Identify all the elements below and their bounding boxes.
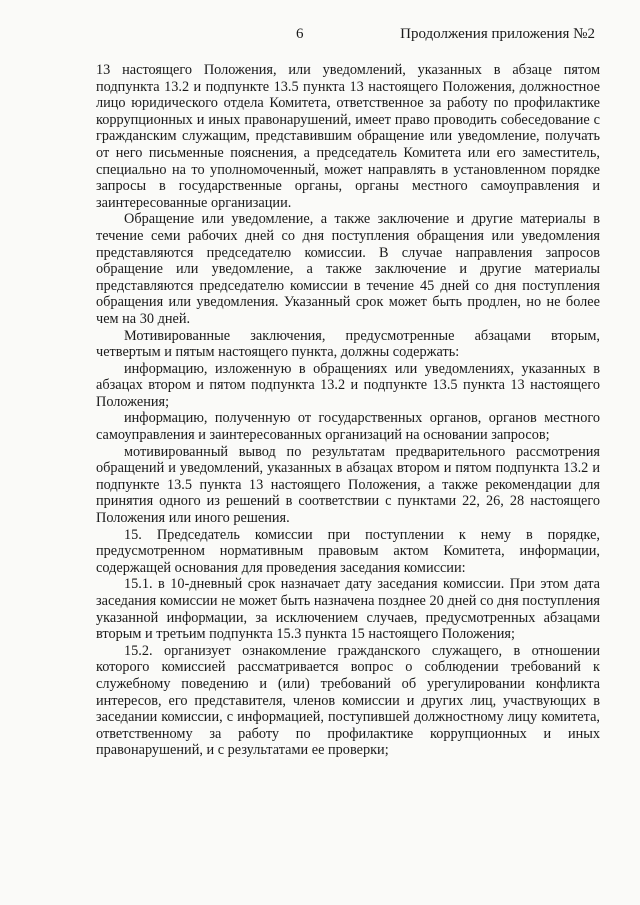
paragraph-section-15: 15. Председатель комиссии при поступлении к нему в порядке, предусмотренном нормативным правовым актом Комитета, информации, содержащей основания для проведения заседания комиссии: <box>96 526 600 576</box>
paragraph-item-received-information: информацию, полученную от государственных органов, органов местного самоуправления и заинтересованных организаций на основании запросов; <box>96 410 600 444</box>
document-body <box>96 62 600 759</box>
appendix-continuation-title: Продолжения приложения №2 <box>400 26 595 42</box>
paragraph-conclusions-content: Мотивированные заключения, предусмотренные абзацами вторым, четвертым и пятым настоящего пункта, должны содержать: <box>96 327 600 361</box>
paragraph-continuation: 13 настоящего Положения, или уведомлений, указанных в абзаце пятом подпункта 13.2 и подпункте 13.5 пункта 13 настоящего Положения, должностное лицо юридического отдела Комитета, ответственное за работу по профилактике коррупционных и иных правонарушений, имеет право проводить собеседование с гражданским служащим, представившим обращение или уведомление, получать от него письменные пояснения, а председатель Комитета или его заместитель, специально на то уполномоченный, может направлять в установленном порядке запросы в государственные органы, органы местного самоуправления и заинтересованные организации. <box>96 62 600 211</box>
paragraph-item-motivated-conclusion: мотивированный вывод по результатам предварительного рассмотрения обращений и уведомлений, указанных в абзацах втором и пятом подпункта 13.2 и подпункте 13.5 пункта 13 настоящего Положения, а также рекомендации для принятия одного из решений в соответствии с пунктами 22, 26, 28 настоящего Положения или иного решения. <box>96 443 600 527</box>
paragraph-subsection-15-2: 15.2. организует ознакомление гражданского служащего, в отношении которого комиссией рассматривается вопрос о соблюдении требований к служебному поведению и (или) требований об урегулировании конфликта интересов, его представителя, членов комиссии и других лиц, участвующих в заседании комиссии, с информацией, поступившей должностному лицу комитета, ответственному за работу по профилактике коррупционных и иных правонарушений, и с результатами ее проверки; <box>96 642 600 759</box>
paragraph-item-information: информацию, изложенную в обращениях или уведомлениях, указанных в абзацах втором и пятом подпункта 13.2 и подпункте 13.5 пункта 13 настоящего Положения; <box>96 360 600 410</box>
page-header <box>0 26 640 46</box>
paragraph-subsection-15-1: 15.1. в 10-дневный срок назначает дату заседания комиссии. При этом дата заседания комиссии не может быть назначена позднее 20 дней со дня поступления указанной информации, за исключением случаев, предусмотренных абзацами вторым и третьим подпункта 15.3 пункта 15 настоящего Положения; <box>96 576 600 643</box>
page-number: 6 <box>296 26 304 42</box>
paragraph-submission-terms: Обращение или уведомление, а также заключение и другие материалы в течение семи рабочих дней со дня поступления обращения или уведомления представляются председателю комиссии. В случае направления запросов обращение или уведомление, а также заключение и другие материалы представляются председателю комиссии в течение 45 дней со дня поступления обращения или уведомления. Указанный срок может быть продлен, но не более чем на 30 дней. <box>96 211 600 327</box>
